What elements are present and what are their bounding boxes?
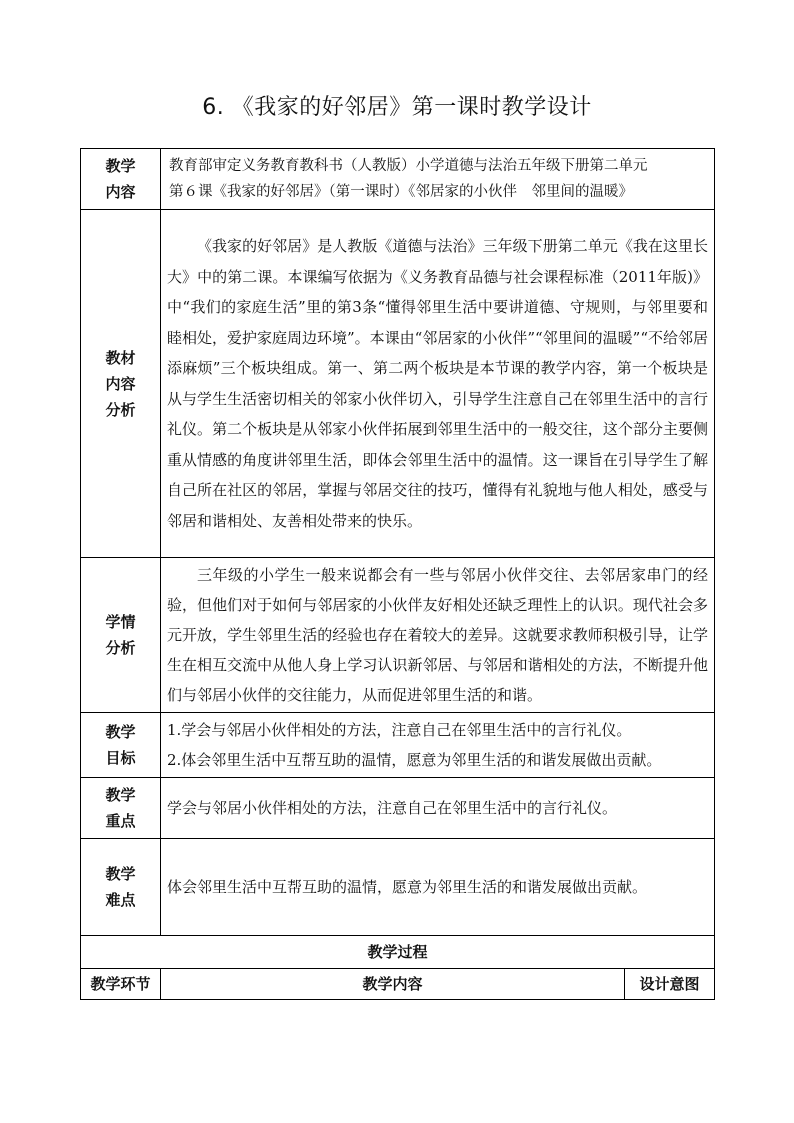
label-teaching-content: 教学 内容 xyxy=(81,149,161,210)
column-header-stage: 教学环节 xyxy=(81,969,161,1000)
label-difficulties: 教学 难点 xyxy=(81,839,161,936)
goal-item: 2.体会邻里生活中互帮互助的温情，愿意为邻里生活的和谐发展做出贡献。 xyxy=(167,751,662,769)
row-process-heading xyxy=(81,936,715,969)
row-key-points xyxy=(81,778,715,839)
column-header-content: 教学内容 xyxy=(161,969,625,1000)
row-difficulties xyxy=(81,839,715,936)
teaching-goals-text xyxy=(161,713,715,778)
key-points-text: 学会与邻居小伙伴相处的方法，注意自己在邻里生活中的言行礼仪。 xyxy=(161,778,715,839)
row-teaching-content xyxy=(81,149,715,210)
column-header-intent: 设计意图 xyxy=(625,969,715,1000)
row-material-analysis xyxy=(81,210,715,558)
lesson-plan-table xyxy=(80,148,715,1000)
label-material-analysis: 教材 内容 分析 xyxy=(81,210,161,558)
row-student-analysis xyxy=(81,558,715,713)
student-analysis-text: 三年级的小学生一般来说都会有一些与邻居小伙伴交往、去邻居家串门的经验，但他们对于如何与邻居家的小伙伴友好相处还缺乏理性上的认识。现代社会多元开放，学生邻里生活的经验也存在着较大的差异。这就要求教师积极引导，让学生在相互交流中从他人身上学习认识新邻居、与邻居和谐相处的方法，不断提升他们与邻居小伙伴的交往能力，从而促进邻里生活的和谐。 xyxy=(161,558,715,713)
page-title: 6. 《我家的好邻居》第一课时教学设计 xyxy=(202,95,592,120)
material-analysis-text: 《我家的好邻居》是人教版《道德与法治》三年级下册第二单元《我在这里长大》中的第二课。本课编写依据为《义务教育品德与社会课程标准（2011年版)》中“我们的家庭生活”里的第3条“懂得邻里生活中要讲道德、守规则，与邻里要和睦相处，爱护家庭周边环境”。本课由“邻居家的小伙伴”“邻里间的温暖”“不给邻居添麻烦”三个板块组成。第一、第二两个板块是本节课的教学内容，第一个板块是从与学生生活密切相关的邻家小伙伴切入，引导学生注意自己在邻里生活中的言行礼仪。第二个板块是从邻家小伙伴拓展到邻里生活中的一般交往，这个部分主要侧重从情感的角度讲邻里生活，即体会邻里生活中的温情。这一课旨在引导学生了解自己所在社区的邻居，掌握与邻居交往的技巧，懂得有礼貌地与他人相处，感受与邻居和谐相处、友善相处带来的快乐。 xyxy=(161,210,715,558)
label-student-analysis: 学情 分析 xyxy=(81,558,161,713)
label-teaching-goals: 教学 目标 xyxy=(81,713,161,778)
label-key-points: 教学 重点 xyxy=(81,778,161,839)
row-process-columns xyxy=(81,969,715,1000)
goal-item: 1.学会与邻居小伙伴相处的方法，注意自己在邻里生活中的言行礼仪。 xyxy=(167,721,632,739)
process-heading: 教学过程 xyxy=(81,936,715,969)
teaching-content-text: 教育部审定义务教育教科书（人教版）小学道德与法治五年级下册第二单元 第６课《我家的好邻居》（第一课时）《邻居家的小伙伴 邻里间的温暖》 xyxy=(161,149,715,210)
difficulties-text: 体会邻里生活中互帮互助的温情，愿意为邻里生活的和谐发展做出贡献。 xyxy=(161,839,715,936)
row-teaching-goals xyxy=(81,713,715,778)
